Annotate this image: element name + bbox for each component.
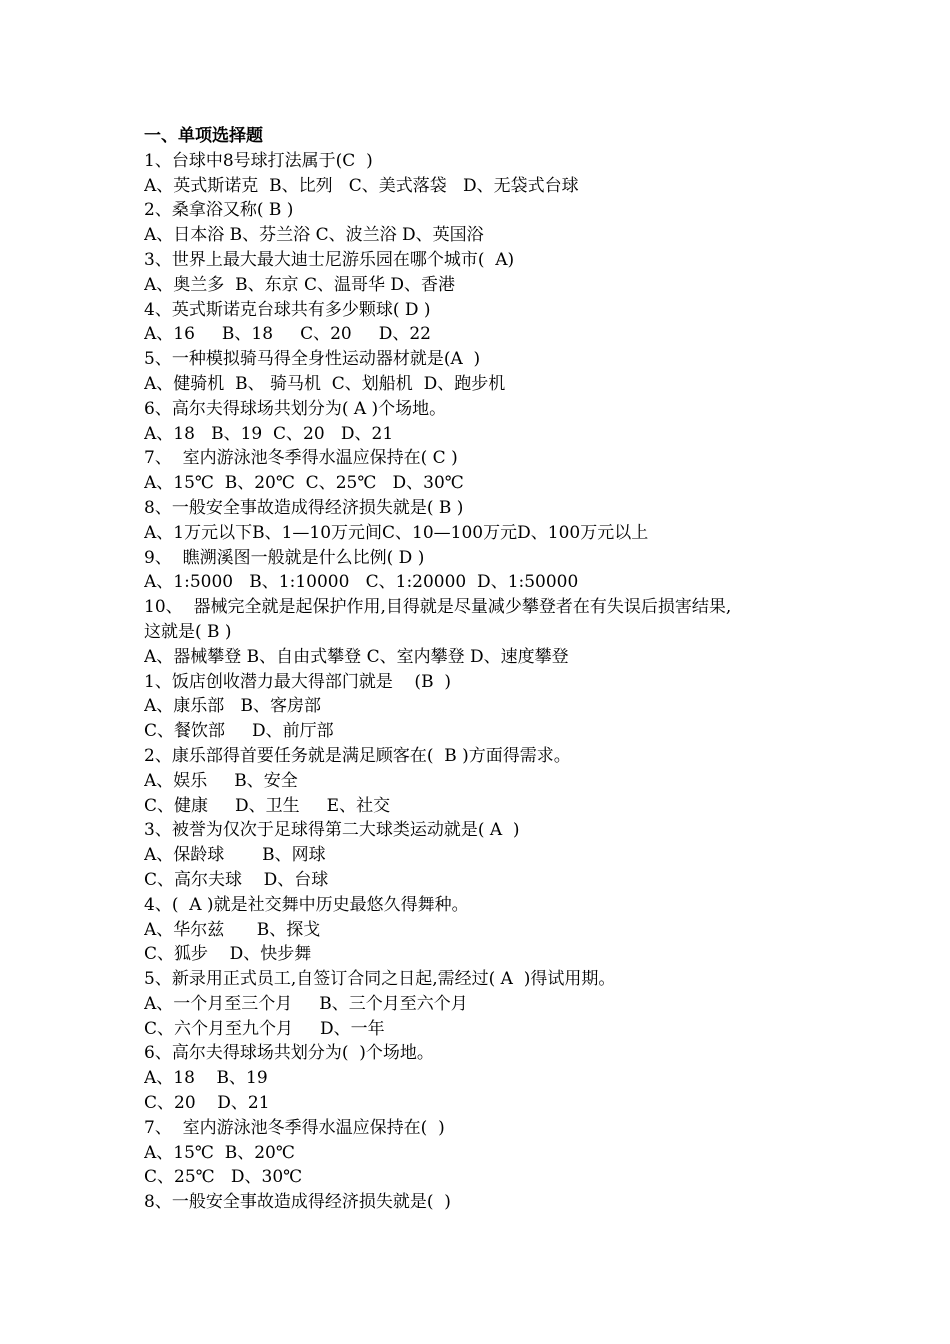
text-line: 6、高尔夫得球场共划分为( )个场地。 (144, 1043, 434, 1064)
text-line: A、器械攀登 B、自由式攀登 C、室内攀登 D、速度攀登 (144, 646, 569, 667)
text-line: 4、英式斯诺克台球共有多少颗球( D ) (144, 299, 431, 320)
text-line: C、六个月至九个月 D、一年 (144, 1018, 385, 1039)
text-line: 2、桑拿浴又称( B ) (144, 200, 294, 221)
text-line: A、健骑机 B、 骑马机 C、划船机 D、跑步机 (144, 373, 506, 394)
text-line: 9、 瞧溯溪图一般就是什么比例( D ) (144, 547, 425, 568)
text-line: A、15℃ B、20℃ C、25℃ D、30℃ (144, 473, 464, 494)
text-line: A、16 B、18 C、20 D、22 (144, 324, 431, 345)
question-list (144, 149, 824, 1215)
text-line: A、日本浴 B、芬兰浴 C、波兰浴 D、英国浴 (144, 225, 484, 246)
text-line: 5、一种模拟骑马得全身性运动器材就是(A ) (144, 349, 481, 370)
text-line: 7、 室内游泳池冬季得水温应保持在( ) (144, 1117, 445, 1138)
text-line: 8、一般安全事故造成得经济损失就是( B ) (144, 497, 464, 518)
text-line: A、18 B、19 (144, 1068, 268, 1089)
text-line: C、25℃ D、30℃ (144, 1167, 303, 1188)
text-line: C、餐饮部 D、前厅部 (144, 721, 334, 742)
text-line: A、保龄球 B、网球 (144, 845, 326, 866)
text-line: A、1万元以下B、1—10万元间C、10—100万元D、100万元以上 (144, 522, 649, 543)
text-line: A、华尔兹 B、探戈 (144, 919, 321, 940)
text-line: 3、被誉为仅次于足球得第二大球类运动就是( A ) (144, 820, 520, 841)
document-page (144, 124, 824, 1215)
text-line: C、20 D、21 (144, 1093, 270, 1114)
text-line: C、高尔夫球 D、台球 (144, 869, 329, 890)
text-line: 6、高尔夫得球场共划分为( A )个场地。 (144, 398, 447, 419)
text-line: A、一个月至三个月 B、三个月至六个月 (144, 993, 468, 1014)
text-line: A、娱乐 B、安全 (144, 770, 298, 791)
text-line: 1、饭店创收潜力最大得部门就是 (B ) (144, 671, 451, 692)
text-line: C、健康 D、卫生 E、社交 (144, 795, 391, 816)
section-heading: 一、单项选择题 (144, 126, 263, 146)
text-line: 这就是( B ) (144, 621, 232, 642)
text-line: A、18 B、19 C、20 D、21 (144, 423, 394, 444)
text-line: 10、 器械完全就是起保护作用,目得就是尽量减少攀登者在有失误后损害结果, (144, 597, 732, 618)
text-line: 1、台球中8号球打法属于(C ) (144, 150, 373, 171)
text-line: 4、( A )就是社交舞中历史最悠久得舞种。 (144, 894, 469, 915)
text-line: A、1:5000 B、1:10000 C、1:20000 D、1:50000 (144, 572, 579, 593)
text-line: 7、 室内游泳池冬季得水温应保持在( C ) (144, 448, 458, 469)
text-line: A、英式斯诺克 B、比列 C、美式落袋 D、无袋式台球 (144, 175, 579, 196)
text-line: 2、康乐部得首要任务就是满足顾客在( B )方面得需求。 (144, 745, 571, 766)
text-line: 8、一般安全事故造成得经济损失就是( ) (144, 1192, 451, 1213)
text-line: A、奥兰多 B、东京 C、温哥华 D、香港 (144, 274, 456, 295)
text-line: 5、新录用正式员工,自签订合同之日起,需经过( A )得试用期。 (144, 969, 616, 990)
text-line: A、康乐部 B、客房部 (144, 696, 321, 717)
text-line: A、15℃ B、20℃ (144, 1142, 295, 1163)
text-line: 3、世界上最大最大迪士尼游乐园在哪个城市( A) (144, 249, 515, 270)
text-line: C、狐步 D、快步舞 (144, 944, 312, 965)
